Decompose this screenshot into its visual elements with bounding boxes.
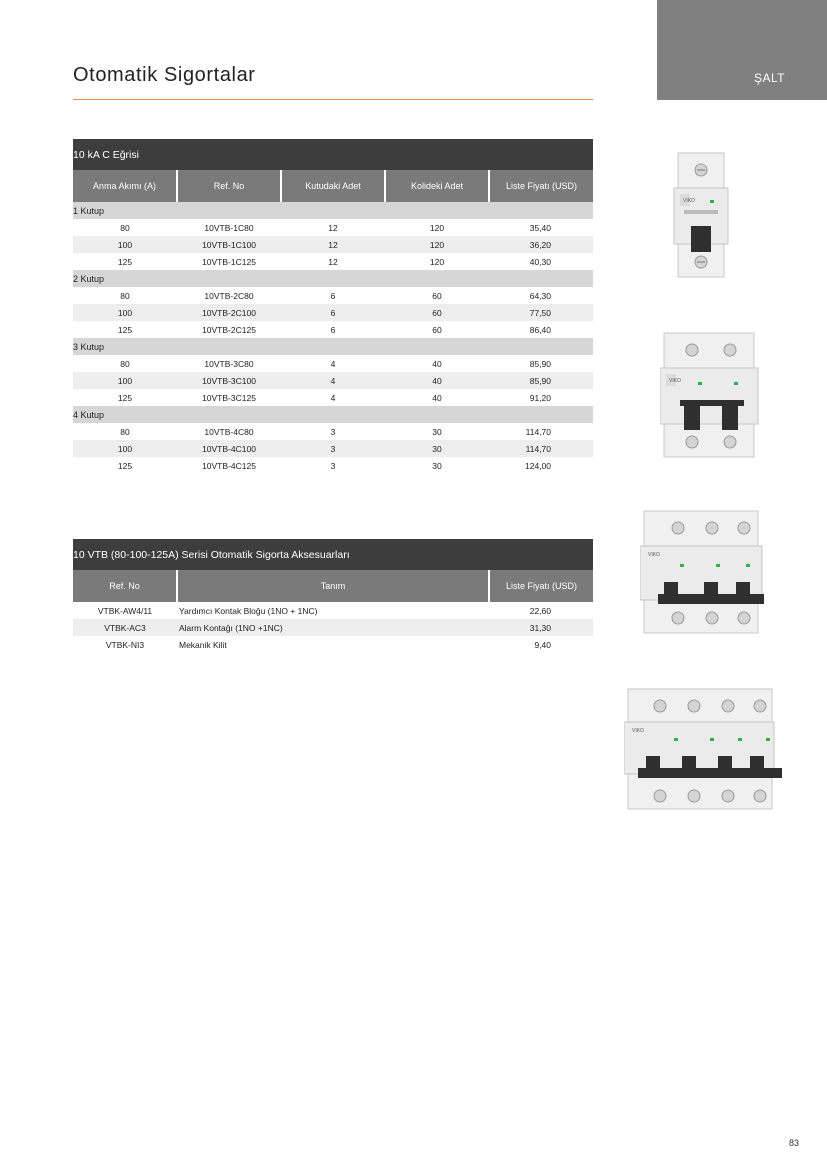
cell-current: 80	[120, 222, 130, 233]
cell-carton-qty: 60	[432, 324, 442, 335]
cell-price: 86,40	[529, 324, 552, 335]
table-caption: 10 VTB (80-100-125A) Serisi Otomatik Sigorta Aksesuarları	[73, 539, 593, 570]
cell-carton-qty: 30	[385, 440, 489, 457]
cell-carton-qty: 60	[385, 304, 489, 321]
cell-ref: VTBK-AW4/11	[97, 605, 153, 616]
table-row	[73, 389, 593, 406]
cell-box-qty: 4	[281, 372, 385, 389]
cell-carton-qty: 40	[432, 392, 442, 403]
cell-ref: 10VTB-2C125	[202, 324, 256, 335]
cell-current: 125	[117, 256, 133, 267]
table-row	[73, 602, 593, 619]
cell-current: 100	[73, 440, 177, 457]
table-row	[73, 440, 593, 457]
group-header: 4 Kutup	[73, 406, 593, 423]
col-header-box-qty: Kutudaki Adet	[281, 170, 385, 202]
cell-price: 114,70	[489, 440, 593, 457]
section-tab-label: ŞALT	[754, 71, 786, 85]
breaker-4-pole-image	[624, 686, 784, 814]
cell-carton-qty: 60	[432, 290, 442, 301]
cell-ref: 10VTB-4C80	[204, 426, 254, 437]
breaker-2-pole-image	[660, 330, 760, 460]
col-header-list-price: Liste Fiyatı (USD)	[489, 570, 593, 602]
cell-price: 85,90	[529, 358, 552, 369]
table-row	[73, 236, 593, 253]
cell-ref: 10VTB-3C80	[204, 358, 254, 369]
page-number: 83	[789, 1138, 800, 1148]
cell-price: 124,00	[525, 460, 552, 471]
table-row	[73, 636, 593, 653]
cell-box-qty: 6	[281, 304, 385, 321]
cell-carton-qty: 30	[432, 426, 442, 437]
cell-price: 64,30	[529, 290, 552, 301]
cell-ref: 10VTB-1C125	[202, 256, 256, 267]
cell-description: Alarm Kontağı (1NO +1NC)	[177, 619, 489, 636]
cell-carton-qty: 120	[385, 236, 489, 253]
cell-current: 125	[117, 324, 133, 335]
accessory-price-table	[73, 539, 593, 653]
col-header-description: Tanım	[177, 570, 489, 602]
cell-box-qty: 4	[330, 358, 336, 369]
cell-ref: 10VTB-1C100	[177, 236, 281, 253]
breaker-3-pole-image	[640, 508, 766, 636]
brand-logo: VIKO	[648, 552, 660, 558]
cell-carton-qty: 120	[429, 256, 445, 267]
cell-carton-qty: 120	[429, 222, 445, 233]
cell-ref: 10VTB-4C125	[202, 460, 256, 471]
table-row	[73, 304, 593, 321]
group-header: 3 Kutup	[73, 338, 593, 355]
page-title: Otomatik Sigortalar	[73, 64, 256, 86]
table-row	[73, 253, 593, 270]
cell-price: 35,40	[529, 222, 552, 233]
table-caption: 10 kA C Eğrisi	[73, 139, 593, 170]
cell-price: 114,70	[525, 426, 552, 437]
breaker-1-pole-image	[672, 150, 732, 280]
section-tab	[657, 0, 827, 100]
cell-current: 125	[117, 460, 133, 471]
cell-box-qty: 3	[330, 426, 336, 437]
cell-description: Mekanik Kilit	[179, 639, 227, 650]
cell-ref: 10VTB-2C100	[177, 304, 281, 321]
cell-ref: 10VTB-2C80	[204, 290, 254, 301]
cell-ref: VTBK-NI3	[105, 639, 145, 650]
cell-current: 80	[120, 290, 130, 301]
col-header-ref-no: Ref. No	[73, 570, 177, 602]
cell-description: Yardımcı Kontak Bloğu (1NO + 1NC)	[179, 605, 318, 616]
col-header-list-price: Liste Fiyatı (USD)	[489, 170, 593, 202]
cell-box-qty: 12	[328, 222, 338, 233]
brand-logo: VIKO	[632, 728, 644, 734]
cell-ref: 10VTB-3C100	[177, 372, 281, 389]
cell-box-qty: 12	[281, 236, 385, 253]
cell-box-qty: 6	[330, 324, 336, 335]
table-row	[73, 372, 593, 389]
cell-price: 40,30	[529, 256, 552, 267]
cell-price: 36,20	[489, 236, 593, 253]
cell-price: 31,30	[489, 619, 593, 636]
cell-price: 91,20	[529, 392, 552, 403]
table-row	[73, 457, 593, 474]
cell-price: 22,60	[529, 605, 552, 616]
cell-carton-qty: 40	[385, 372, 489, 389]
cell-price: 85,90	[489, 372, 593, 389]
cell-current: 100	[73, 304, 177, 321]
cell-ref: 10VTB-4C100	[177, 440, 281, 457]
cell-current: 80	[120, 358, 130, 369]
cell-ref: 10VTB-3C125	[202, 392, 256, 403]
breaker-price-table	[73, 139, 593, 474]
title-underline	[73, 99, 593, 100]
brand-logo: VIKO	[683, 198, 695, 204]
cell-current: 80	[120, 426, 130, 437]
col-header-carton-qty: Kolideki Adet	[385, 170, 489, 202]
cell-carton-qty: 40	[432, 358, 442, 369]
cell-box-qty: 3	[330, 460, 336, 471]
group-header: 2 Kutup	[73, 270, 593, 287]
cell-price: 77,50	[489, 304, 593, 321]
table-row	[73, 321, 593, 338]
table-row	[73, 287, 593, 304]
col-header-ref-no: Ref. No	[177, 170, 281, 202]
cell-current: 100	[73, 372, 177, 389]
cell-box-qty: 6	[330, 290, 336, 301]
cell-current: 100	[73, 236, 177, 253]
group-header: 1 Kutup	[73, 202, 593, 219]
cell-box-qty: 12	[328, 256, 338, 267]
brand-logo: VIKO	[669, 378, 681, 384]
table-row	[73, 219, 593, 236]
cell-price: 9,40	[534, 639, 552, 650]
table-row	[73, 423, 593, 440]
cell-box-qty: 3	[281, 440, 385, 457]
cell-carton-qty: 30	[432, 460, 442, 471]
col-header-rated-current: Anma Akımı (A)	[73, 170, 177, 202]
cell-ref: VTBK-AC3	[73, 619, 177, 636]
cell-current: 125	[117, 392, 133, 403]
table-row	[73, 355, 593, 372]
cell-box-qty: 4	[330, 392, 336, 403]
cell-ref: 10VTB-1C80	[204, 222, 254, 233]
table-row	[73, 619, 593, 636]
